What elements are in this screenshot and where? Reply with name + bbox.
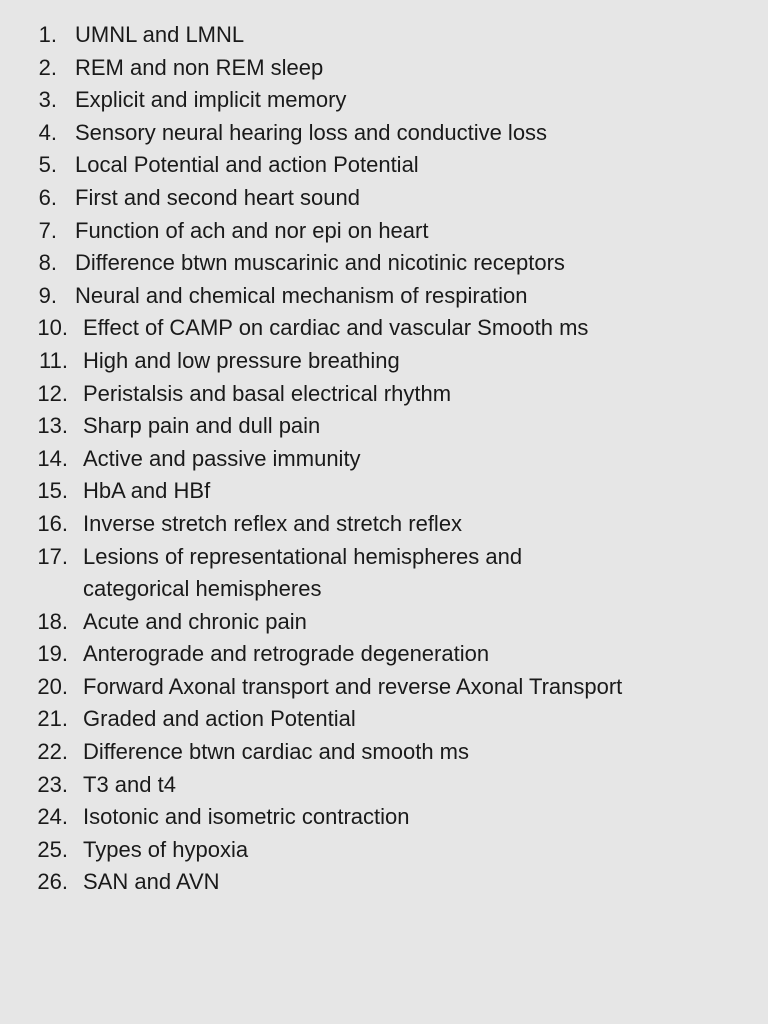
item-text: T3 and t4 — [83, 771, 176, 797]
topic-list — [0, 19, 768, 899]
item-number: 3. — [38, 87, 57, 113]
list-item — [0, 443, 768, 476]
list-item — [0, 312, 768, 345]
item-text: Function of ach and nor epi on heart — [75, 217, 429, 243]
list-item — [0, 769, 768, 802]
item-text: Local Potential and action Potential — [75, 152, 419, 178]
list-item — [0, 149, 768, 182]
item-number: 6. — [38, 184, 57, 210]
item-number: 24. — [37, 804, 68, 830]
item-number: 25. — [37, 836, 68, 862]
item-text: Types of hypoxia — [83, 836, 249, 862]
item-text: Sharp pain and dull pain — [83, 413, 321, 439]
item-text: Difference btwn cardiac and smooth ms — [83, 739, 469, 765]
item-number: 9. — [38, 282, 57, 308]
item-number: 7. — [38, 217, 57, 243]
item-text: SAN and AVN — [83, 869, 220, 895]
item-text: Anterograde and retrograde degeneration — [83, 641, 490, 667]
item-number: 18. — [37, 608, 68, 634]
item-text: Explicit and implicit memory — [75, 87, 347, 113]
item-text: Peristalsis and basal electrical rhythm — [83, 380, 452, 406]
item-text-line: Lesions of representational hemispheres and — [83, 543, 523, 569]
item-number: 8. — [38, 250, 57, 276]
item-text: REM and non REM sleep — [75, 54, 324, 80]
item-number: 14. — [37, 445, 68, 471]
item-number: 5. — [38, 152, 57, 178]
list-item — [0, 378, 768, 411]
item-text: First and second heart sound — [75, 184, 360, 210]
item-number: 15. — [37, 478, 68, 504]
list-item — [0, 117, 768, 150]
item-number: 26. — [37, 869, 68, 895]
list-item — [0, 541, 768, 606]
item-text: UMNL and LMNL — [75, 22, 245, 47]
item-number: 2. — [38, 54, 57, 80]
item-text: Acute and chronic pain — [83, 608, 307, 634]
list-item — [0, 410, 768, 443]
item-number: 23. — [37, 771, 68, 797]
list-item — [0, 345, 768, 378]
item-text: Forward Axonal transport and reverse Axonal Transport — [83, 673, 623, 699]
list-item — [0, 736, 768, 769]
item-number: 21. — [37, 706, 68, 732]
list-item — [0, 834, 768, 867]
item-number: 11. — [39, 347, 68, 373]
item-text: Difference btwn muscarinic and nicotinic receptors — [75, 250, 565, 276]
item-number: 22. — [37, 739, 68, 765]
list-item — [0, 638, 768, 671]
list-item — [0, 52, 768, 85]
item-text — [83, 541, 522, 606]
item-text: Neural and chemical mechanism of respiration — [75, 282, 528, 308]
list-item — [0, 182, 768, 215]
item-number: 17. — [37, 543, 68, 569]
item-text: HbA and HBf — [83, 478, 211, 504]
list-item — [0, 866, 768, 899]
item-text: Inverse stretch reflex and stretch reflex — [83, 510, 463, 536]
item-number: 4. — [38, 119, 57, 145]
list-item — [0, 801, 768, 834]
list-item — [0, 671, 768, 704]
list-item — [0, 606, 768, 639]
list-item — [0, 703, 768, 736]
list-item — [0, 84, 768, 117]
item-text: High and low pressure breathing — [83, 347, 400, 373]
item-number: 19. — [37, 641, 68, 667]
item-number: 1. — [38, 22, 57, 47]
list-item — [0, 19, 768, 52]
item-number: 10. — [37, 315, 68, 341]
item-text-line: categorical hemispheres — [83, 576, 322, 602]
item-number: 13. — [37, 413, 68, 439]
item-text: Sensory neural hearing loss and conductive loss — [75, 119, 548, 145]
list-item — [0, 215, 768, 248]
list-item — [0, 475, 768, 508]
item-text: Active and passive immunity — [83, 445, 361, 471]
list-item — [0, 280, 768, 313]
item-number: 20. — [37, 673, 68, 699]
item-text: Effect of CAMP on cardiac and vascular Smooth ms — [83, 315, 589, 341]
item-text: Isotonic and isometric contraction — [83, 804, 410, 830]
list-item — [0, 508, 768, 541]
item-number: 12. — [37, 380, 68, 406]
list-item — [0, 247, 768, 280]
item-text: Graded and action Potential — [83, 706, 356, 732]
item-number: 16. — [37, 510, 68, 536]
